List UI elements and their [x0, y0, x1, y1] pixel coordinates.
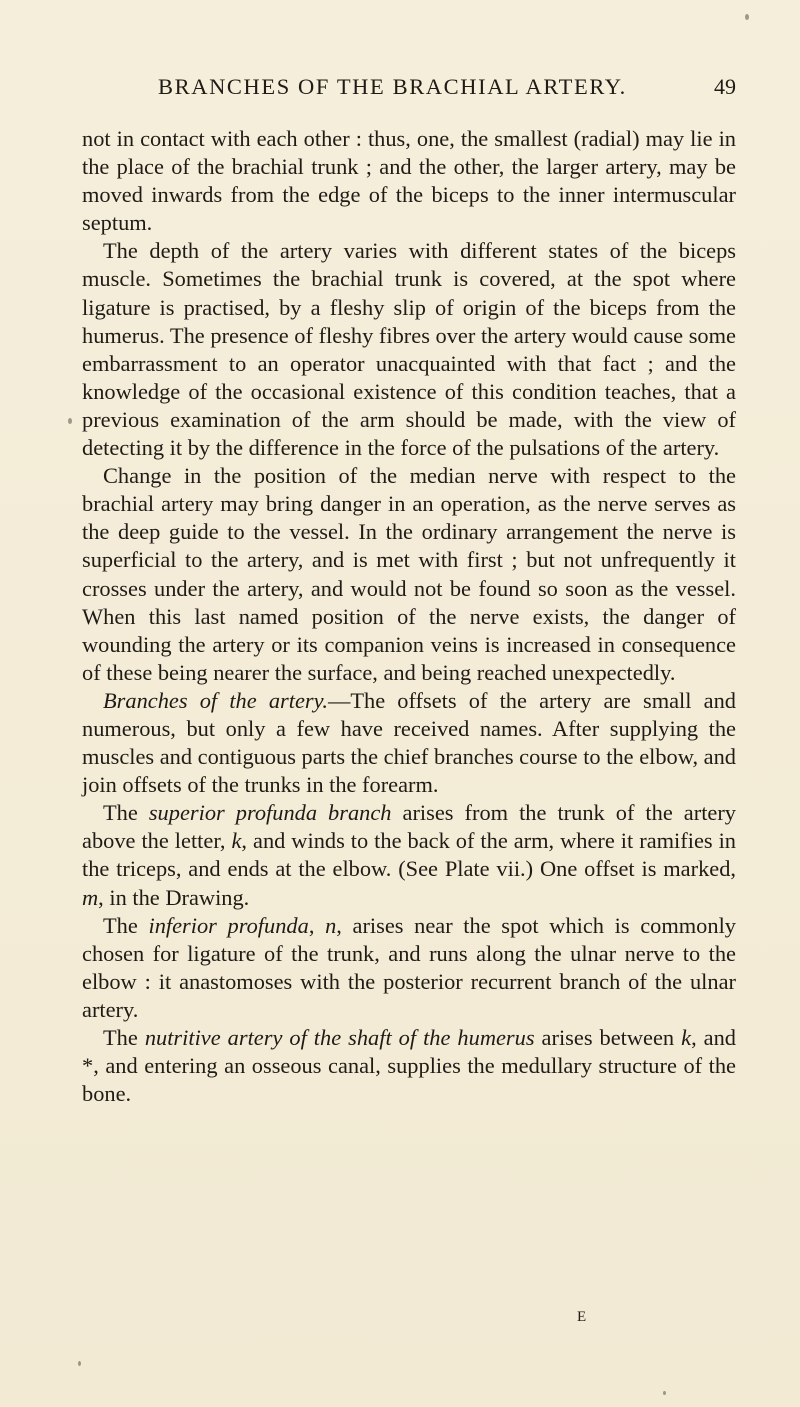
italic-run: m — [82, 884, 99, 910]
text-run: arises between — [534, 1025, 682, 1050]
italic-run: k — [681, 1025, 692, 1050]
paragraph — [82, 912, 736, 1024]
italic-run: Branches of the artery. — [103, 687, 328, 713]
italic-run: n — [325, 912, 337, 938]
text-run: , arises near the spot which is commonly chosen for ligature of the trunk, and runs along the ulnar nerve to the elbow : it anastomoses with the posterior recurrent branch of the ulnar artery. — [82, 912, 736, 1022]
paragraph — [82, 799, 736, 911]
print-speck — [78, 1361, 81, 1366]
text-run: arises from the trunk of the artery above the letter, — [82, 800, 737, 854]
text-run: The depth of the artery varies with different states of the biceps muscle. Sometimes the brachial trunk is covered, at the spot where ligature is practised, by a fleshy slip of origin of the biceps from the humerus. The presence of fleshy fibres over the artery would cause some embarrassment to an operator unacquainted with that fact ; and the knowledge of the occasional existence of this condition teaches, that a previous examination of the arm should be made, with the view of detecting it by the difference in the force of the pulsations of the artery. — [82, 238, 736, 461]
text-run: , in the Drawing. — [98, 884, 250, 910]
paragraph — [82, 687, 736, 799]
page-number: 49 — [714, 74, 736, 99]
print-speck — [663, 1391, 666, 1395]
text-run: , and winds to the back of the arm, where it ramifies in the triceps, and ends at the elbow. (See Plate vii.) One offset is marked, — [82, 828, 736, 882]
print-speck — [745, 14, 749, 20]
paragraph — [82, 125, 736, 237]
text-run: , and *, and entering an osseous canal, supplies the medullary structure of the bone. — [82, 1025, 736, 1107]
italic-run: superior profunda branch — [148, 800, 392, 826]
body-text — [82, 125, 736, 1108]
paragraph — [82, 1024, 736, 1108]
paragraph — [82, 462, 736, 687]
text-run: The — [103, 800, 149, 826]
text-run: Change in the position of the median nerve with respect to the brachial artery may bring danger in an operation, as the nerve serves as the deep guide to the vessel. In the ordinary arrangement the nerve is superficial to the artery, and is met with first ; but not unfrequently it crosses under the artery, and would not be found so soon as the vessel. When this last named position of the nerve exists, the danger of wounding the artery or its companion veins is increased in consequence of these being nearer the surface, and being reached unexpectedly. — [82, 463, 736, 685]
print-speck — [68, 418, 72, 424]
signature-mark: E — [577, 1309, 587, 1325]
text-run: not in contact with each other : thus, one, the smallest (radial) may lie in the place of the brachial trunk ; and the other, the larger artery, may be moved inwards from the edge of the biceps to the inner intermuscular septum. — [82, 126, 736, 236]
italic-run: nutritive artery of the shaft of the humerus — [144, 1025, 535, 1050]
text-run: The — [103, 1025, 145, 1050]
paragraph — [82, 237, 736, 462]
page-header — [0, 74, 800, 110]
running-head: BRANCHES OF THE BRACHIAL ARTERY. — [158, 74, 627, 99]
italic-run: k — [231, 828, 242, 854]
text-run: The — [103, 912, 149, 938]
text-run: , — [308, 912, 326, 938]
italic-run: inferior profunda — [148, 912, 309, 938]
text-run: —The offsets of the artery are small and numerous, but only a few have received names. After supplying the muscles and contiguous parts the chief branches course to the elbow, and join offsets of the trunks in the forearm. — [82, 687, 736, 798]
